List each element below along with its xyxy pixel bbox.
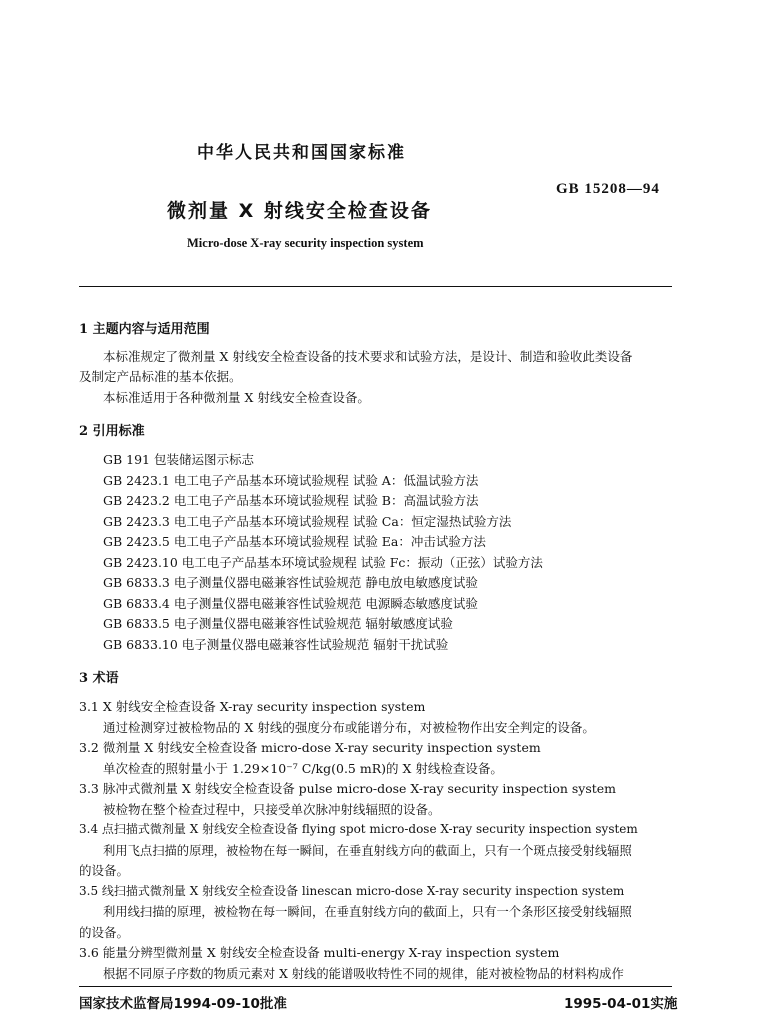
- term-3-6-definition-line-1: 根据不同原子序数的物质元素对 X 射线的能谱吸收特性不同的规律，能对被检物品的材料构成作: [103, 967, 624, 981]
- national-standard-title: 中华人民共和国国家标准: [197, 143, 406, 163]
- document-title-en: Micro-dose X-ray security inspection system: [187, 236, 424, 250]
- term-3-1-definition: 通过检测穿过被检物品的 X 射线的强度分布或能谱分布，对被检物作出安全判定的设备。: [103, 720, 595, 735]
- reference-item: GB 6833.5 电子测量仪器电磁兼容性试验规范 辐射敏感度试验: [103, 616, 453, 631]
- term-3-3-definition: 被检物在整个检查过程中，只接受单次脉冲射线辐照的设备。: [103, 802, 441, 817]
- reference-item: GB 2423.10 电工电子产品基本环境试验规程 试验 Fc：振动（正弦）试验方法: [103, 555, 543, 570]
- reference-item: GB 2423.3 电工电子产品基本环境试验规程 试验 Ca：恒定湿热试验方法: [103, 514, 512, 529]
- reference-item: GB 6833.3 电子测量仪器电磁兼容性试验规范 静电放电敏感度试验: [103, 575, 478, 590]
- header-divider: [79, 286, 672, 287]
- section-2-heading: 2 引用标准: [79, 424, 145, 439]
- section-3-heading: 3 术语: [79, 671, 119, 686]
- term-3-1-title: 3.1 X 射线安全检查设备 X-ray security inspection system: [79, 699, 426, 714]
- approval-date: 国家技术监督局1994-09-10批准: [79, 996, 287, 1012]
- reference-item: GB 6833.10 电子测量仪器电磁兼容性试验规范 辐射干扰试验: [103, 637, 449, 652]
- term-3-2-title: 3.2 微剂量 X 射线安全检查设备 micro-dose X-ray security inspection system: [79, 740, 541, 755]
- standard-number: GB 15208—94: [556, 181, 660, 197]
- section-1-paragraph-2: 本标准适用于各种微剂量 X 射线安全检查设备。: [103, 390, 370, 405]
- term-3-4-definition-line-2: 的设备。: [79, 863, 130, 878]
- term-3-4-title: 3.4 点扫描式微剂量 X 射线安全检查设备 flying spot micro-dose X-ray security inspection system: [79, 822, 638, 836]
- section-1-heading: 1 主题内容与适用范围: [79, 322, 210, 337]
- term-3-2-definition: 单次检查的照射量小于 1.29×10⁻⁷ C/kg(0.5 mR)的 X 射线检查设备。: [103, 761, 503, 776]
- footer-divider: [79, 986, 672, 987]
- term-3-3-title: 3.3 脉冲式微剂量 X 射线安全检查设备 pulse micro-dose X-ray security inspection system: [79, 781, 617, 796]
- reference-item: GB 2423.1 电工电子产品基本环境试验规程 试验 A：低温试验方法: [103, 473, 479, 488]
- section-1-paragraph-1-line-1: 本标准规定了微剂量 X 射线安全检查设备的技术要求和试验方法，是设计、制造和验收此类设备: [103, 349, 633, 364]
- reference-item: GB 2423.2 电工电子产品基本环境试验规程 试验 B：高温试验方法: [103, 493, 479, 508]
- term-3-5-title: 3.5 线扫描式微剂量 X 射线安全检查设备 linescan micro-dose X-ray security inspection system: [79, 884, 625, 898]
- reference-item: GB 2423.5 电工电子产品基本环境试验规程 试验 Ea：冲击试验方法: [103, 534, 486, 549]
- term-3-5-definition-line-2: 的设备。: [79, 925, 130, 940]
- term-3-4-definition-line-1: 利用飞点扫描的原理，被检物在每一瞬间，在垂直射线方向的截面上，只有一个斑点接受射线辐照: [103, 844, 632, 858]
- section-1-paragraph-1-line-2: 及制定产品标准的基本依据。: [79, 369, 242, 384]
- reference-item: GB 6833.4 电子测量仪器电磁兼容性试验规范 电源瞬态敏感度试验: [103, 596, 478, 611]
- effective-date: 1995-04-01实施: [564, 996, 678, 1012]
- term-3-6-title: 3.6 能量分辨型微剂量 X 射线安全检查设备 multi-energy X-ray inspection system: [79, 945, 560, 960]
- term-3-5-definition-line-1: 利用线扫描的原理，被检物在每一瞬间，在垂直射线方向的截面上，只有一个条形区接受射线辐照: [103, 905, 632, 919]
- document-title-cn: 微剂量 X 射线安全检查设备: [167, 200, 432, 222]
- reference-item: GB 191 包装储运图示标志: [103, 452, 254, 467]
